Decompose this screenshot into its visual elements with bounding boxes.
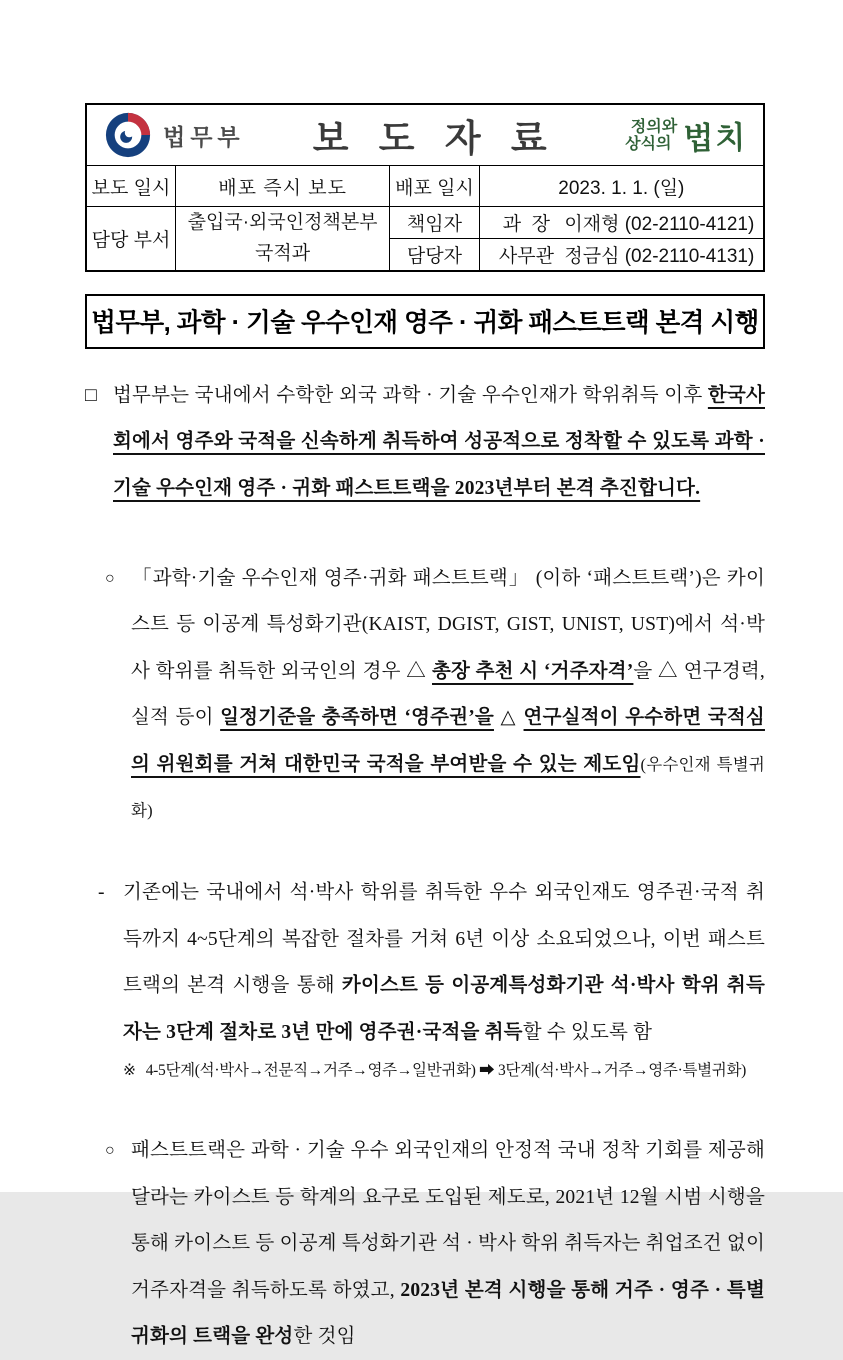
press-time-row [86, 166, 764, 207]
paragraph-comparison [98, 870, 765, 1056]
press-time-value: 배포 즉시 보도 [175, 166, 389, 207]
ministry-name: 법무부 [163, 123, 245, 150]
masthead [97, 108, 753, 162]
masthead-info-table [85, 103, 765, 272]
reference-marker: ※ [123, 1061, 136, 1079]
slogan-emphasis: 법치 [682, 119, 748, 156]
intro-emphasis: 한국사회에서 영주와 국적을 신속하게 취득하여 성공적으로 정착할 수 있도록 과학 · 기술 우수인재 영주 · 귀화 패스트트랙을 2023년부터 본격 추진합니다. [113, 384, 765, 499]
background-text-2: 한 것임 [293, 1325, 356, 1347]
definition-emphasis-nationality: 연구실적이 우수하면 국적심의 위원회를 거쳐 대한민국 국적을 부여받을 수 있는 제도임 [131, 707, 765, 775]
department-line1: 출입국·외국인정책본부 [187, 212, 378, 233]
department-line2: 국적과 [255, 243, 311, 265]
intro-text: 법무부는 국내에서 수학한 외국 과학 · 기술 우수인재가 학위취득 이후 [113, 384, 708, 406]
staff-value [479, 238, 764, 270]
circle-bullet: ○ [105, 569, 115, 587]
paragraph-fasttrack-definition [105, 556, 765, 834]
headline: 법무부, 과학 · 기술 우수인재 영주 · 귀화 패스트트랙 본격 시행 [91, 308, 759, 337]
square-bullet: □ [85, 384, 97, 406]
definition-text-1: 「과학·기술 우수인재 영주·귀화 패스트트랙」 (이하 ‘패스트트랙’)은 카이스트 등 이공계 특성화기관(KAIST, DGIST, GIST, UNIST, UST)에서 석·박사 학위를 취득한 외국인의 경우 △ [131, 567, 765, 682]
comparison-text-2: 할 수 있도록 함 [522, 1021, 653, 1043]
slogan-line2: 상식의 [624, 134, 672, 153]
press-time-label: 보도 일시 [86, 166, 175, 207]
slogan-line1: 정의와 [630, 117, 678, 136]
document-body [85, 373, 765, 1360]
department-row [86, 207, 764, 239]
government-emblem-icon [105, 112, 151, 158]
masthead-row [86, 104, 764, 166]
background-bold: 2023년 본격 시행을 통해 거주 · 영주 · 특별귀화의 트랙을 완성 [131, 1279, 765, 1347]
manager-name: 이재형 (02-2110-4121) [564, 213, 755, 235]
release-time-value: 2023. 1. 1. (일) [479, 166, 764, 207]
paragraph-background [105, 1128, 765, 1360]
circle-bullet: ○ [105, 1142, 115, 1160]
definition-emphasis-permanent: 일정기준을 충족하면 ‘영주권’을 [220, 707, 494, 729]
manager-value [479, 207, 764, 239]
definition-text-2: 을 △ 연구경력, 실적 등이 [131, 660, 765, 729]
reference-text: 4-5단계(석·박사→전문직→거주→영주→일반귀화) ➡ 3단계(석·박사→거주→영주·특별귀화) [145, 1061, 747, 1079]
ministry-brand [97, 112, 245, 158]
slogan-small-lines [624, 118, 677, 153]
reference-note [123, 1058, 765, 1084]
comparison-text-1: 기존에는 국내에서 석·박사 학위를 취득한 우수 외국인재도 영주권·국적 취득까지 4~5단계의 복잡한 절차를 거쳐 6년 이상 소요되었으나, 이번 패스트트랙의 본격 시행을 통해 [123, 882, 765, 997]
definition-text-3: △ [493, 707, 524, 729]
department-label: 담당 부서 [86, 207, 175, 271]
definition-emphasis-residence: 총장 추천 시 ‘거주자격’ [432, 660, 634, 682]
slogan [624, 111, 753, 158]
comparison-bold: 카이스트 등 이공계특성화기관 석·박사 학위 취득자는 3단계 절차로 3년 만에 영주권·국적을 취득 [123, 975, 766, 1043]
department-value [175, 207, 389, 271]
headline-box [85, 294, 765, 349]
dash-bullet: - [98, 882, 105, 904]
staff-name: 정금심 (02-2110-4131) [564, 245, 755, 267]
manager-label: 책임자 [390, 207, 479, 239]
background-text-1: 패스트트랙은 과학 · 기술 우수 외국인재의 안정적 국내 정착 기회를 제공해달라는 카이스트 등 학계의 요구로 도입된 제도로, 2021년 12월 시범 시행을 통해 카이스트 등 이공계 특성화기관 석 · 박사 학위 취득자는 취업조건 없이 거주자격을 취득하도록 하였고, [131, 1140, 765, 1301]
definition-small-note: (우수인재 특별귀화) [131, 754, 765, 820]
staff-label: 담당자 [390, 238, 479, 270]
paragraph-intro [85, 373, 765, 512]
doc-type-title: 보 도 자 료 [312, 118, 557, 159]
staff-title: 사무관 [498, 245, 554, 267]
release-time-label: 배포 일시 [390, 166, 479, 207]
manager-title: 과 장 [502, 213, 551, 235]
